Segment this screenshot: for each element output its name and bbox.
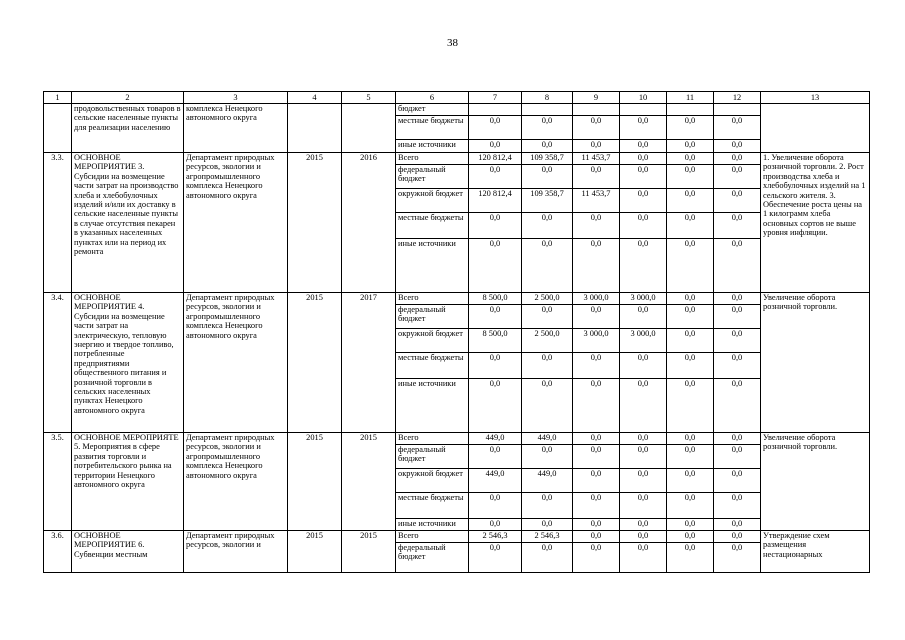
- amount-cell: 0,0: [573, 531, 620, 543]
- header-cell: 4: [288, 92, 342, 104]
- amount-cell: 0,0: [522, 353, 573, 379]
- funding-source: иные источники: [396, 379, 469, 433]
- amount-cell: 0,0: [667, 239, 714, 293]
- amount-cell: 0,0: [620, 493, 667, 519]
- header-cell: 7: [469, 92, 522, 104]
- amount-cell: [620, 104, 667, 116]
- amount-cell: 0,0: [620, 213, 667, 239]
- header-cell: 13: [761, 92, 870, 104]
- amount-cell: 0,0: [620, 543, 667, 573]
- amount-cell: 0,0: [714, 445, 761, 469]
- amount-cell: 0,0: [522, 116, 573, 140]
- funding-source: федеральный бюджет: [396, 543, 469, 573]
- page-number: 38: [447, 37, 458, 49]
- program-table: [43, 91, 870, 573]
- amount-cell: 0,0: [620, 153, 667, 165]
- amount-cell: 0,0: [522, 493, 573, 519]
- amount-cell: 0,0: [667, 165, 714, 189]
- table-row: [44, 531, 870, 543]
- amount-cell: 0,0: [714, 543, 761, 573]
- start-year: 2015: [288, 531, 342, 573]
- amount-cell: 0,0: [620, 379, 667, 433]
- amount-cell: 0,0: [573, 213, 620, 239]
- amount-cell: 0,0: [573, 239, 620, 293]
- amount-cell: 0,0: [620, 433, 667, 445]
- amount-cell: 0,0: [522, 140, 573, 153]
- funding-source: местные бюджеты: [396, 493, 469, 519]
- amount-cell: 0,0: [573, 469, 620, 493]
- amount-cell: [522, 104, 573, 116]
- amount-cell: 0,0: [620, 353, 667, 379]
- amount-cell: 449,0: [469, 433, 522, 445]
- amount-cell: 0,0: [620, 189, 667, 213]
- funding-source: федеральный бюджет: [396, 165, 469, 189]
- amount-cell: 0,0: [620, 140, 667, 153]
- amount-cell: 0,0: [620, 519, 667, 531]
- funding-source: окружной бюджет: [396, 329, 469, 353]
- amount-cell: 0,0: [469, 543, 522, 573]
- header-cell: 10: [620, 92, 667, 104]
- amount-cell: 0,0: [667, 140, 714, 153]
- header-cell: 3: [184, 92, 288, 104]
- amount-cell: 0,0: [522, 379, 573, 433]
- amount-cell: 0,0: [469, 379, 522, 433]
- amount-cell: 449,0: [469, 469, 522, 493]
- amount-cell: [667, 104, 714, 116]
- expected-result: 1. Увеличение оборота розничной торговли. 2. Рост производства хлеба и хлебобулочных изделий на 1 сельского жителя. 3. Обеспечение роста цены на 1 килограмм хлеба основных сортов не выше уровня инфляции.: [761, 153, 870, 293]
- amount-cell: 0,0: [714, 213, 761, 239]
- amount-cell: 0,0: [573, 493, 620, 519]
- amount-cell: 0,0: [714, 189, 761, 213]
- executor: Департамент природных ресурсов, экологии и агропромышленного комплекса Ненецкого автономного округа: [184, 293, 288, 433]
- amount-cell: 0,0: [522, 165, 573, 189]
- amount-cell: 0,0: [620, 239, 667, 293]
- start-year: [288, 104, 342, 153]
- amount-cell: 0,0: [469, 305, 522, 329]
- header-cell: 9: [573, 92, 620, 104]
- measure-name: ОСНОВНОЕ МЕРОПРИЯТЕ 5. Мероприятия в сфере развития торговли и потребительского рынка на территории Ненецкого автономного округа: [72, 433, 184, 531]
- amount-cell: 109 358,7: [522, 153, 573, 165]
- amount-cell: 0,0: [573, 445, 620, 469]
- amount-cell: 0,0: [667, 531, 714, 543]
- amount-cell: 2 500,0: [522, 329, 573, 353]
- amount-cell: 0,0: [620, 165, 667, 189]
- executor: Департамент природных ресурсов, экологии и: [184, 531, 288, 573]
- funding-source: Всего: [396, 433, 469, 445]
- row-number: 3.5.: [44, 433, 72, 531]
- expected-result: Утверждение схем размещения нестационарных: [761, 531, 870, 573]
- amount-cell: 0,0: [667, 116, 714, 140]
- row-number: 3.6.: [44, 531, 72, 573]
- amount-cell: [469, 104, 522, 116]
- funding-source: бюджет: [396, 104, 469, 116]
- executor: Департамент природных ресурсов, экологии и агропромышленного комплекса Ненецкого автономного округа: [184, 433, 288, 531]
- header-row: [44, 92, 870, 104]
- row-number: 3.3.: [44, 153, 72, 293]
- start-year: 2015: [288, 433, 342, 531]
- table-row: [44, 293, 870, 305]
- funding-source: федеральный бюджет: [396, 305, 469, 329]
- end-year: 2015: [342, 531, 396, 573]
- funding-source: окружной бюджет: [396, 469, 469, 493]
- amount-cell: 0,0: [714, 433, 761, 445]
- measure-name: ОСНОВНОЕ МЕРОПРИЯТИЕ 4. Субсидии на возмещение части затрат на электрическую, тепловую энергию и твердое топливо, потребленные предприятиями общественного питания и розничной торговли в сельских населенных пунктах Ненецкого автономного округа: [72, 293, 184, 433]
- end-year: [342, 104, 396, 153]
- amount-cell: 0,0: [573, 116, 620, 140]
- amount-cell: 0,0: [667, 329, 714, 353]
- funding-source: федеральный бюджет: [396, 445, 469, 469]
- amount-cell: 0,0: [667, 519, 714, 531]
- amount-cell: 0,0: [714, 353, 761, 379]
- amount-cell: 0,0: [469, 116, 522, 140]
- amount-cell: 3 000,0: [620, 329, 667, 353]
- amount-cell: 0,0: [522, 213, 573, 239]
- header-cell: 11: [667, 92, 714, 104]
- amount-cell: 0,0: [620, 531, 667, 543]
- amount-cell: 0,0: [667, 543, 714, 573]
- amount-cell: 0,0: [469, 493, 522, 519]
- amount-cell: 2 546,3: [522, 531, 573, 543]
- amount-cell: 120 812,4: [469, 153, 522, 165]
- amount-cell: 0,0: [573, 353, 620, 379]
- amount-cell: 0,0: [522, 445, 573, 469]
- executor: комплекса Ненецкого автономного округа: [184, 104, 288, 153]
- amount-cell: 3 000,0: [573, 329, 620, 353]
- amount-cell: 11 453,7: [573, 153, 620, 165]
- amount-cell: 0,0: [469, 140, 522, 153]
- table-row: [44, 104, 870, 116]
- amount-cell: 0,0: [714, 469, 761, 493]
- table-row: [44, 153, 870, 165]
- amount-cell: 0,0: [714, 531, 761, 543]
- amount-cell: [714, 104, 761, 116]
- amount-cell: 0,0: [667, 493, 714, 519]
- expected-result: [761, 104, 870, 153]
- amount-cell: 0,0: [714, 519, 761, 531]
- amount-cell: 0,0: [469, 353, 522, 379]
- funding-source: местные бюджеты: [396, 213, 469, 239]
- end-year: 2016: [342, 153, 396, 293]
- amount-cell: 0,0: [522, 305, 573, 329]
- amount-cell: 0,0: [522, 239, 573, 293]
- amount-cell: 0,0: [667, 213, 714, 239]
- amount-cell: 3 000,0: [620, 293, 667, 305]
- measure-name: ОСНОВНОЕ МЕРОПРИЯТИЕ 3. Субсидии на возмещение части затрат на производство хлеба и хлебобулочных изделий и/или их доставку в сельские населенные пункты в случае отсутствия пекарен в указанных населенных пунктах или на период их ремонта: [72, 153, 184, 293]
- amount-cell: 0,0: [620, 445, 667, 469]
- amount-cell: 0,0: [522, 519, 573, 531]
- amount-cell: 8 500,0: [469, 293, 522, 305]
- funding-source: иные источники: [396, 239, 469, 293]
- amount-cell: 0,0: [573, 519, 620, 531]
- amount-cell: 0,0: [469, 445, 522, 469]
- amount-cell: 3 000,0: [573, 293, 620, 305]
- amount-cell: 0,0: [573, 543, 620, 573]
- amount-cell: 0,0: [573, 433, 620, 445]
- amount-cell: 0,0: [522, 543, 573, 573]
- amount-cell: 0,0: [573, 140, 620, 153]
- amount-cell: 0,0: [620, 469, 667, 493]
- row-number: 3.4.: [44, 293, 72, 433]
- amount-cell: 0,0: [667, 189, 714, 213]
- amount-cell: 0,0: [469, 165, 522, 189]
- executor: Департамент природных ресурсов, экологии и агропромышленного комплекса Ненецкого автономного округа: [184, 153, 288, 293]
- amount-cell: 0,0: [667, 469, 714, 493]
- amount-cell: 0,0: [667, 293, 714, 305]
- header-cell: 12: [714, 92, 761, 104]
- funding-source: Всего: [396, 153, 469, 165]
- amount-cell: 0,0: [573, 165, 620, 189]
- amount-cell: 0,0: [667, 305, 714, 329]
- header-cell: 6: [396, 92, 469, 104]
- amount-cell: 120 812,4: [469, 189, 522, 213]
- amount-cell: 0,0: [667, 445, 714, 469]
- funding-source: Всего: [396, 531, 469, 543]
- measure-name: продовольственных товаров в сельские населенные пункты для реализации населению: [72, 104, 184, 153]
- table-row: [44, 433, 870, 445]
- end-year: 2017: [342, 293, 396, 433]
- amount-cell: 0,0: [573, 305, 620, 329]
- measure-name: ОСНОВНОЕ МЕРОПРИЯТИЕ 6. Субвенции местным: [72, 531, 184, 573]
- amount-cell: 0,0: [469, 239, 522, 293]
- amount-cell: 0,0: [714, 239, 761, 293]
- expected-result: Увеличение оборота розничной торговли.: [761, 293, 870, 433]
- amount-cell: 0,0: [714, 165, 761, 189]
- amount-cell: 0,0: [573, 379, 620, 433]
- amount-cell: 0,0: [667, 353, 714, 379]
- expected-result: Увеличение оборота розничной торговли.: [761, 433, 870, 531]
- amount-cell: 2 546,3: [469, 531, 522, 543]
- amount-cell: 449,0: [522, 469, 573, 493]
- amount-cell: 0,0: [714, 305, 761, 329]
- amount-cell: 0,0: [667, 379, 714, 433]
- amount-cell: 0,0: [620, 116, 667, 140]
- amount-cell: 0,0: [714, 116, 761, 140]
- row-number: [44, 104, 72, 153]
- start-year: 2015: [288, 153, 342, 293]
- amount-cell: 11 453,7: [573, 189, 620, 213]
- start-year: 2015: [288, 293, 342, 433]
- amount-cell: 0,0: [714, 140, 761, 153]
- header-cell: 2: [72, 92, 184, 104]
- amount-cell: 0,0: [667, 153, 714, 165]
- amount-cell: 449,0: [522, 433, 573, 445]
- amount-cell: 0,0: [714, 329, 761, 353]
- header-cell: 8: [522, 92, 573, 104]
- funding-source: Всего: [396, 293, 469, 305]
- funding-source: местные бюджеты: [396, 353, 469, 379]
- amount-cell: 0,0: [667, 433, 714, 445]
- amount-cell: 0,0: [714, 493, 761, 519]
- funding-source: иные источники: [396, 140, 469, 153]
- amount-cell: 0,0: [469, 519, 522, 531]
- amount-cell: 0,0: [714, 293, 761, 305]
- funding-source: иные источники: [396, 519, 469, 531]
- amount-cell: 0,0: [714, 153, 761, 165]
- amount-cell: 0,0: [620, 305, 667, 329]
- header-cell: 5: [342, 92, 396, 104]
- amount-cell: [573, 104, 620, 116]
- amount-cell: 2 500,0: [522, 293, 573, 305]
- header-cell: 1: [44, 92, 72, 104]
- amount-cell: 0,0: [469, 213, 522, 239]
- end-year: 2015: [342, 433, 396, 531]
- funding-source: местные бюджеты: [396, 116, 469, 140]
- amount-cell: 109 358,7: [522, 189, 573, 213]
- funding-source: окружной бюджет: [396, 189, 469, 213]
- amount-cell: 0,0: [714, 379, 761, 433]
- amount-cell: 8 500,0: [469, 329, 522, 353]
